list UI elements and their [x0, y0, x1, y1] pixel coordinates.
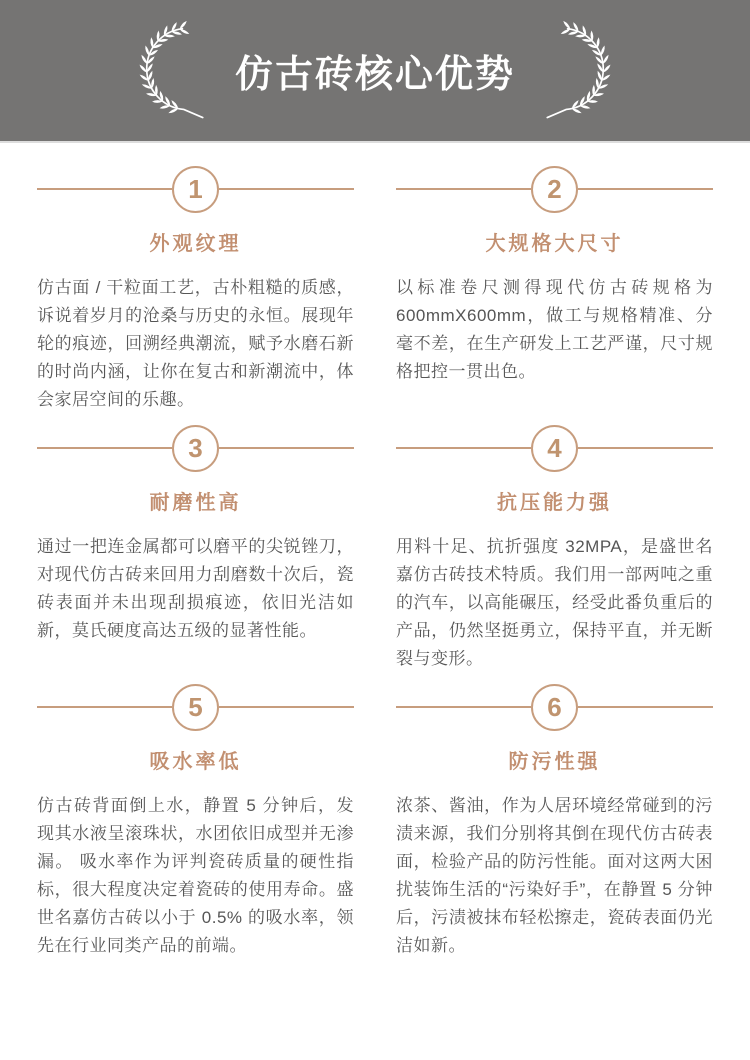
advantages-grid — [0, 143, 750, 1000]
header-banner — [0, 0, 750, 143]
section-body: 以标准卷尺测得现代仿古砖规格为600mmX600mm，做工与规格精准、分毫不差，在生产研发上工艺严谨，尺寸规格把控一贯出色。 — [396, 278, 713, 381]
section-number-badge: 5 — [172, 684, 219, 731]
section-number-divider — [396, 165, 713, 213]
section-title: 外观纹理 — [149, 233, 242, 255]
section-body: 用料十足、抗折强度 32MPA，是盛世名嘉仿古砖技术特质。我们用一部两吨之重的汽车，以高能碾压，经受此番负重后的产品，仍然坚挺勇立，保持平直，并无断裂与变形。 — [396, 537, 713, 668]
laurel-branch-left-icon — [121, 12, 209, 130]
section-title: 防污性强 — [508, 751, 601, 773]
section-number-divider — [396, 683, 713, 731]
section-number-badge: 1 — [172, 166, 219, 213]
section-number-badge: 6 — [531, 684, 578, 731]
divider-line — [578, 447, 713, 449]
divider-line — [396, 706, 531, 708]
divider-line — [219, 447, 354, 449]
section-compression — [396, 424, 713, 673]
divider-line — [37, 447, 172, 449]
section-size — [396, 165, 713, 414]
laurel-branch-right-icon — [541, 12, 629, 130]
section-number-badge: 2 — [531, 166, 578, 213]
section-number-badge: 3 — [172, 425, 219, 472]
section-number-badge: 4 — [531, 425, 578, 472]
divider-line — [578, 706, 713, 708]
divider-line — [578, 188, 713, 190]
section-number-divider — [37, 165, 354, 213]
section-body: 通过一把连金属都可以磨平的尖锐锉刀，对现代仿古砖来回用力刮磨数十次后，瓷砖表面并未出现刮损痕迹，依旧光洁如新，莫氏硬度高达五级的显著性能。 — [37, 537, 354, 640]
divider-line — [396, 447, 531, 449]
section-title: 抗压能力强 — [497, 492, 612, 514]
divider-line — [219, 188, 354, 190]
section-body: 仿古面 / 干粒面工艺，古朴粗糙的质感，诉说着岁月的沧桑与历史的永恒。展现年轮的痕迹，回溯经典潮流，赋予水磨石新的时尚内涵，让你在复古和新潮流中，体会家居空间的乐趣。 — [37, 278, 354, 409]
section-body: 仿古砖背面倒上水，静置 5 分钟后，发现其水液呈滚珠状，水团依旧成型并无渗漏。 吸水率作为评判瓷砖质量的硬性指标，很大程度决定着瓷砖的使用寿命。盛世名嘉仿古砖以小于 0.5% 的吸水率，领先在行业同类产品的前端。 — [37, 796, 354, 955]
page-title: 仿古砖核心优势 — [234, 54, 515, 96]
section-number-divider — [396, 424, 713, 472]
section-wear-resistance — [37, 424, 354, 673]
section-title: 吸水率低 — [149, 751, 242, 773]
section-water-absorption — [37, 683, 354, 960]
divider-line — [37, 706, 172, 708]
section-number-divider — [37, 424, 354, 472]
section-appearance — [37, 165, 354, 414]
divider-line — [219, 706, 354, 708]
section-number-divider — [37, 683, 354, 731]
divider-line — [37, 188, 172, 190]
section-stain-resistance — [396, 683, 713, 960]
section-body: 浓茶、酱油，作为人居环境经常碰到的污渍来源，我们分别将其倒在现代仿古砖表面，检验产品的防污性能。面对这两大困扰装饰生活的“污染好手”，在静置 5 分钟后，污渍被抹布轻松擦走，瓷砖表面仍光洁如新。 — [396, 796, 713, 955]
section-title: 大规格大尺寸 — [485, 233, 624, 255]
divider-line — [396, 188, 531, 190]
section-title: 耐磨性高 — [149, 492, 242, 514]
